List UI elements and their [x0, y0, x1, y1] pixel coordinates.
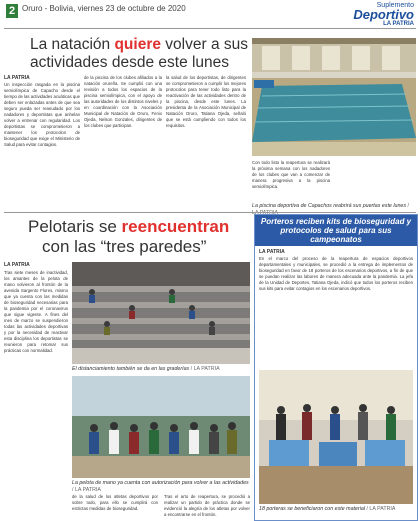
players-photo-caption	[72, 480, 250, 493]
porteros-caption-text: 18 porteras se beneficiaron con este material	[259, 506, 365, 512]
article2-title	[28, 217, 258, 257]
article2-title-line2: con las “tres paredes”	[42, 237, 207, 256]
article1-byline: LA PATRIA	[4, 75, 30, 81]
stands-photo-illustration	[72, 262, 250, 364]
page-header	[0, 0, 420, 32]
article1-title-post: volver a sus	[160, 36, 248, 53]
article2-col1: Tras siete meses de inactividad, los amantes de la pelota de mano volvieron al frontón de la avenida Sargento Flores, mismo que ya cuenta con las medidas de bioseguridad necesarias para la pandemia por el coronavirus que sigue vigente. A fines del mes de marzo se suspendieron todas las actividades deportivas y por la necesidad de reactivar esta disciplina los deportistas se reunieron para retomar sus prácticas con normalidad.	[4, 270, 68, 353]
pool-caption-source: /	[407, 203, 409, 209]
stands-caption-text: El distanciamiento también se da en las graderías	[72, 366, 190, 372]
pool-caption-text: La piscina deportiva de Capachos reabrirá sus puertas este lunes	[252, 203, 406, 209]
players-photo	[72, 376, 250, 478]
date-line: Oruro - Bolivia, viernes 23 de octubre de 2020	[22, 4, 186, 13]
players-caption-text: La pelota de mano ya cuenta con autorización para volver a las actividades	[72, 480, 249, 486]
article1-title	[30, 36, 260, 72]
stands-photo-caption	[72, 366, 250, 373]
supplement-label: Suplemento	[376, 2, 414, 9]
article1-col1: Un inspección rasgada en la piscina semiolímpica de Capacho desde el tiempo de las actividades acuáticas que deben ser enlazadas antes de que sea seguro pueda ser reanudado por los nadadores y deportistas que anhelan volver a entrenar con regularidad. Los deportistas se comprometieron a mantener los protocolos de bioseguridad que exige el Ministerio de Salud para evitar contagios.	[4, 82, 80, 147]
article1-col2: de la piscina de los clubes afiliados a la natación orureña. Se cumplió con una revisión a todos los espacios de la piscina semiolímpica, con el apoyo de las autoridades de los distintos niveles y en coordinación con la Asociación Municipal de Natación de Oruro, Fenix Ojeda, Nelson Gonzales, dirigentes de los clubes que participan.	[84, 75, 162, 128]
article2-title-accent: reencuentran	[121, 217, 230, 236]
article1-title-accent: quiere	[114, 36, 161, 53]
brand-sub: LA PATRIA	[383, 21, 414, 27]
sidebar-box	[254, 214, 418, 521]
sidebar-body: En el marco del proceso de la reapertura de espacios deportivos departamentales y municipales, se procedió a la entrega de implementos de bioseguridad en favor de 18 porteros de los escenarios deportivos, a fin de que se puedan realizar las labores de manera adecuada ante la pandemia. La jefa de la Unidad de Deportes, Tatiana Ojeda, indicó que todos los porteros reciben sus kits para evitar contagios en los escenarios deportivos.	[259, 256, 413, 291]
pool-photo	[252, 38, 416, 156]
header-rule	[4, 28, 416, 29]
article2-col3: de la salud de los atletas deportivos por sobre todo, para ello se cumplirá con estrictas medidas de bioseguridad.	[72, 494, 158, 511]
porteros-caption	[259, 506, 413, 513]
article2-byline: LA PATRIA	[4, 262, 30, 268]
supplement-logo	[344, 2, 414, 27]
players-photo-illustration	[72, 376, 250, 478]
pool-photo-illustration	[252, 38, 416, 156]
article2-title-pre: Pelotaris se	[28, 217, 122, 236]
pool-photo-text: Con todo listo la reapertura se realizará la próxima semana con los nadadores de los clubes que van a comenzar de manera progresiva a la piscina semiolímpica.	[252, 160, 330, 189]
players-caption-source: / LA PATRIA	[72, 486, 101, 493]
article1-col3: la salud de los deportistas, de dirigentes se comprometieron a cumplir los mejores protocolos para tener todo listo para la reactivación de las actividades dentro de la piscina, desde este lunes. La presidenta de la Asociación Municipal de Natación Oruro, Tatiana Ojeda, señaló que se está cumpliendo con todos los requisitos.	[166, 75, 246, 128]
sidebar-heading: Porteros reciben kits de bioseguridad y protocolos de salud para sus campeonatos	[255, 215, 417, 246]
stands-caption-source: / LA PATRIA	[190, 366, 220, 372]
article1-title-pre: La natación	[30, 36, 115, 53]
page-number: 2	[6, 4, 18, 18]
stands-photo	[72, 262, 250, 364]
porteros-caption-source: / LA PATRIA	[366, 506, 396, 512]
sidebar-byline: LA PATRIA	[259, 249, 285, 255]
pool-photo-text-cont	[334, 160, 416, 202]
article1-title-line2: actividades desde este lunes	[30, 54, 230, 71]
porteros-photo	[259, 370, 413, 504]
section-rule	[4, 212, 416, 213]
porteros-photo-illustration	[259, 370, 413, 504]
article2-col4: Tras el arto de reapertura, se procedió a realizar un partido de práctica donde se evidenció la alegría de los atletas por volver a encontrarse en el frontón.	[164, 494, 250, 517]
brand-name: Deportivo	[353, 7, 414, 22]
